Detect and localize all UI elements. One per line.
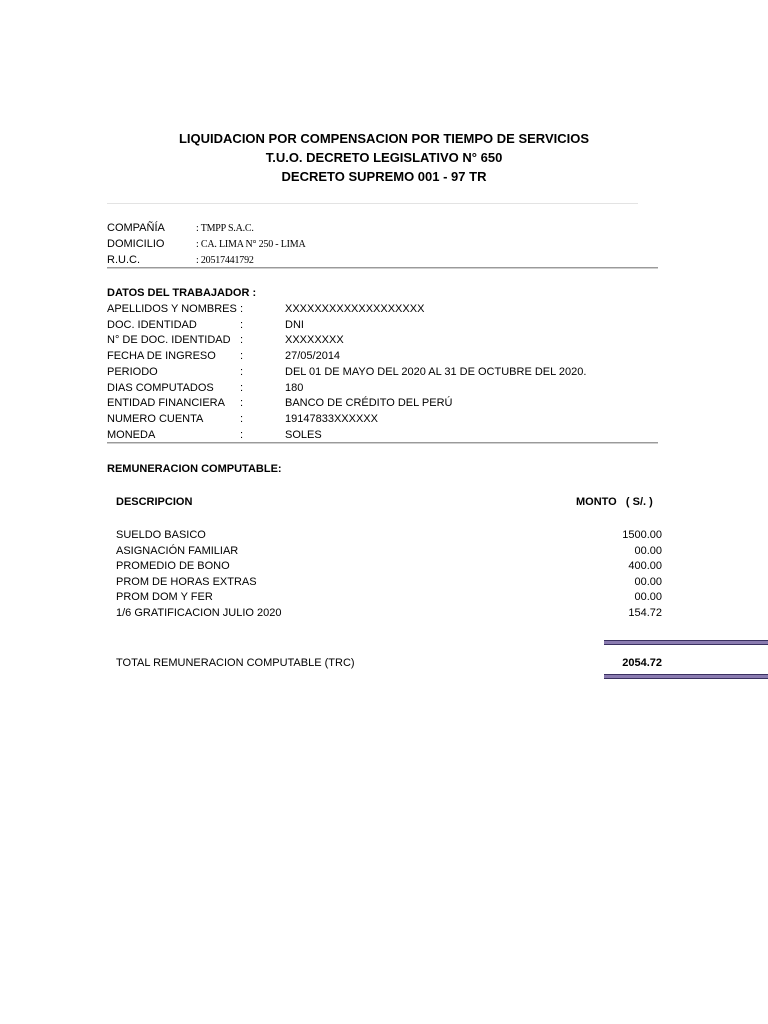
worker-field-label: NUMERO CUENTA [107,413,204,425]
remuneration-item-description: PROMEDIO DE BONO [116,560,230,572]
remuneration-item-amount: 154.72 [628,607,662,619]
total-amount: 2054.72 [622,657,662,669]
total-label: TOTAL REMUNERACION COMPUTABLE (TRC) [116,657,355,669]
worker-field-separator: : [240,382,244,394]
ruc-label: R.U.C. [107,254,140,266]
worker-field-separator: : [240,366,244,378]
worker-field-separator: : [240,397,244,409]
worker-field-value: XXXXXXXXXXXXXXXXXXX [285,303,425,315]
worker-field-label: MONEDA [107,429,156,441]
worker-field-value: 180 [285,382,304,394]
worker-divider [107,442,658,444]
remuneration-section-title: REMUNERACION COMPUTABLE: [107,463,282,475]
remuneration-item-amount: 00.00 [634,591,662,603]
description-column-header: DESCRIPCION [116,496,193,508]
worker-field-value: XXXXXXXX [285,334,344,346]
document-subtitle-law: T.U.O. DECRETO LEGISLATIVO N° 650 [265,150,503,165]
worker-field-separator: : [240,429,244,441]
company-value: : TMPP S.A.C. [196,223,254,234]
header-divider [107,203,638,204]
worker-field-value: SOLES [285,429,322,441]
amount-column-header: MONTO ( S/. ) [576,496,653,508]
worker-field-value: DEL 01 DE MAYO DEL 2020 AL 31 DE OCTUBRE DEL 2020. [285,366,587,378]
remuneration-item-amount: 00.00 [634,545,662,557]
worker-field-value: 19147833XXXXXX [285,413,378,425]
worker-field-separator: : [240,319,244,331]
company-divider [107,267,658,269]
address-label: DOMICILIO [107,238,165,250]
worker-field-label: PERIODO [107,366,158,378]
worker-field-label: FECHA DE INGRESO [107,350,216,362]
remuneration-item-description: PROM DOM Y FER [116,591,213,603]
remuneration-item-description: SUELDO BASICO [116,529,206,541]
worker-field-separator: : [240,350,244,362]
remuneration-item-description: PROM DE HORAS EXTRAS [116,576,257,588]
worker-section-title: DATOS DEL TRABAJADOR : [107,287,257,299]
worker-field-label: APELLIDOS Y NOMBRES [107,303,237,315]
worker-field-label: DIAS COMPUTADOS [107,382,214,394]
remuneration-item-description: 1/6 GRATIFICACION JULIO 2020 [116,607,282,619]
worker-field-value: DNI [285,319,304,331]
worker-field-separator: : [240,303,244,315]
total-bottom-rule [604,674,768,679]
remuneration-item-amount: 1500.00 [622,529,662,541]
worker-field-label: ENTIDAD FINANCIERA [107,397,225,409]
worker-field-separator: : [240,413,244,425]
address-value: : CA. LIMA N° 250 - LIMA [196,239,306,250]
worker-field-value: BANCO DE CRÉDITO DEL PERÚ [285,397,453,409]
worker-field-separator: : [240,334,244,346]
company-label: COMPAÑÍA [107,222,165,234]
worker-field-label: N° DE DOC. IDENTIDAD [107,334,231,346]
total-top-rule [604,640,768,645]
remuneration-item-description: ASIGNACIÓN FAMILIAR [116,545,239,557]
ruc-value: : 20517441792 [196,255,254,266]
remuneration-item-amount: 00.00 [634,576,662,588]
document-title: LIQUIDACION POR COMPENSACION POR TIEMPO DE SERVICIOS [178,131,590,146]
worker-field-label: DOC. IDENTIDAD [107,319,197,331]
worker-field-value: 27/05/2014 [285,350,341,362]
document-subtitle-decree: DECRETO SUPREMO 001 - 97 TR [281,169,487,184]
remuneration-item-amount: 400.00 [628,560,662,572]
